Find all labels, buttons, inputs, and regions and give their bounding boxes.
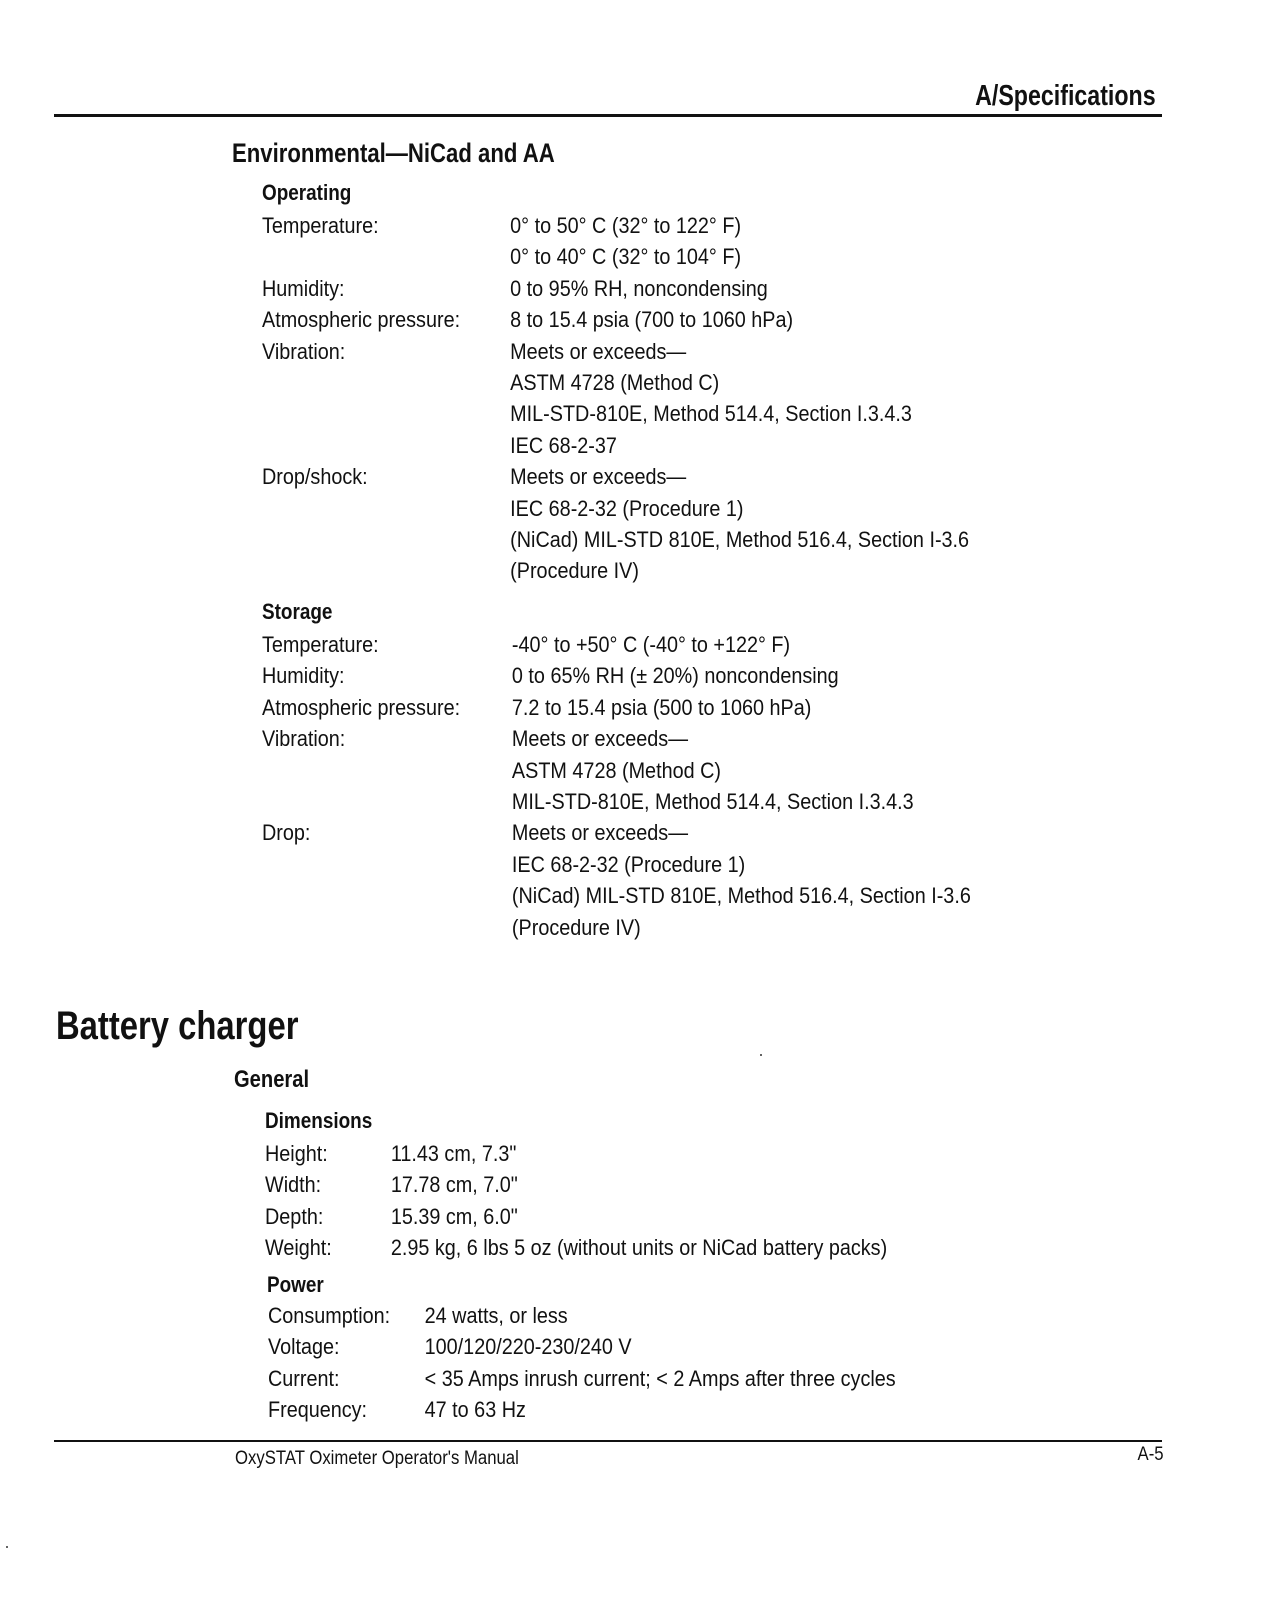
- spec-value: MIL-STD-810E, Method 514.4, Section I.3.4.3: [510, 401, 912, 427]
- spec-label: Temperature:: [262, 632, 379, 657]
- spec-values: [512, 660, 839, 691]
- spec-value: (Procedure IV): [511, 914, 641, 940]
- spec-values: [510, 210, 741, 273]
- spec-value: IEC 68-2-32 (Procedure 1): [511, 851, 746, 877]
- spec-values: [510, 273, 768, 304]
- spec-value: (NiCad) MIL-STD 810E, Method 516.4, Section I-3.6: [510, 526, 970, 552]
- storage-specs: [262, 629, 971, 943]
- spec-value: ASTM 4728 (Method C): [511, 757, 722, 783]
- operating-title: Operating: [262, 180, 352, 205]
- spec-values: [512, 692, 811, 723]
- spec-values: [512, 817, 971, 943]
- spec-values: [391, 1201, 518, 1232]
- spec-value: 0 to 95% RH, noncondensing: [510, 275, 768, 301]
- spec-row: [262, 210, 969, 273]
- spec-row: [262, 629, 971, 660]
- spec-value: Meets or exceeds—: [511, 726, 689, 752]
- spec-value: 11.43 cm, 7.3": [390, 1141, 517, 1166]
- spec-row: [268, 1394, 896, 1425]
- spec-values: [425, 1300, 568, 1331]
- spec-value: ASTM 4728 (Method C): [510, 369, 720, 395]
- spec-values: [425, 1363, 896, 1394]
- spec-value: -40° to +50° C (-40° to +122° F): [511, 632, 791, 657]
- spec-row: [262, 692, 971, 723]
- spec-value: 7.2 to 15.4 psia (500 to 1060 hPa): [511, 694, 812, 720]
- spec-row: [268, 1363, 896, 1394]
- power-specs: [268, 1300, 896, 1426]
- running-header: A/Specifications: [975, 80, 1156, 112]
- spec-row: [262, 304, 969, 335]
- spec-values: [510, 304, 793, 335]
- spec-label: Temperature:: [262, 213, 379, 238]
- spec-label: Atmospheric pressure:: [262, 694, 461, 720]
- spec-value: (NiCad) MIL-STD 810E, Method 516.4, Section I-3.6: [511, 883, 971, 909]
- spec-value: 0° to 50° C (32° to 122° F): [510, 213, 742, 238]
- spec-row: [262, 273, 969, 304]
- footer-manual-title: OxySTAT Oximeter Operator's Manual: [235, 1448, 519, 1469]
- spec-value: 24 watts, or less: [424, 1303, 568, 1328]
- spec-values: [510, 336, 912, 462]
- spec-value: Meets or exceeds—: [510, 464, 687, 490]
- footer-rule: [54, 1440, 1162, 1442]
- spec-value: 47 to 63 Hz: [424, 1397, 526, 1423]
- spec-label: Humidity:: [262, 663, 345, 689]
- scan-speck: [760, 1054, 762, 1056]
- spec-label: Weight:: [265, 1235, 332, 1261]
- dimensions-specs: [265, 1138, 887, 1264]
- storage-title: Storage: [262, 599, 333, 624]
- spec-label: Consumption:: [268, 1303, 391, 1328]
- spec-label: Vibration:: [262, 726, 346, 752]
- spec-label: Vibration:: [262, 338, 346, 364]
- spec-row: [262, 336, 969, 462]
- spec-value: IEC 68-2-37: [510, 432, 617, 458]
- spec-value: 17.78 cm, 7.0": [390, 1172, 518, 1198]
- spec-value: 8 to 15.4 psia (700 to 1060 hPa): [510, 307, 794, 333]
- spec-row: [265, 1201, 887, 1232]
- spec-row: [262, 817, 971, 943]
- spec-value: 0° to 40° C (32° to 104° F): [510, 244, 742, 270]
- spec-label: Width:: [265, 1172, 322, 1198]
- header-rule: [54, 114, 1162, 117]
- spec-label: Drop:: [262, 820, 311, 846]
- spec-label: Current:: [268, 1365, 340, 1391]
- spec-value: 100/120/220-230/240 V: [424, 1334, 632, 1360]
- power-title: Power: [267, 1272, 324, 1297]
- spec-row: [265, 1232, 887, 1263]
- spec-label: Voltage:: [268, 1334, 340, 1360]
- spec-row: [262, 461, 969, 587]
- battery-charger-title: Battery charger: [56, 1004, 299, 1048]
- spec-values: [425, 1394, 526, 1425]
- spec-label: Humidity:: [262, 275, 345, 301]
- scan-speck-corner: [6, 1546, 8, 1548]
- general-title: General: [234, 1066, 310, 1093]
- spec-label: Drop/shock:: [262, 464, 368, 490]
- spec-value: IEC 68-2-32 (Procedure 1): [510, 495, 744, 521]
- spec-value: Meets or exceeds—: [510, 338, 687, 364]
- environmental-title: Environmental—NiCad and AA: [232, 138, 555, 168]
- spec-row: [268, 1331, 896, 1362]
- spec-value: < 35 Amps inrush current; < 2 Amps after three cycles: [424, 1365, 896, 1391]
- operating-specs: [262, 210, 969, 587]
- spec-value: 0 to 65% RH (± 20%) noncondensing: [511, 663, 839, 689]
- spec-values: [510, 461, 969, 587]
- spec-label: Atmospheric pressure:: [262, 307, 461, 333]
- page-number: A-5: [1137, 1444, 1164, 1465]
- spec-label: Frequency:: [268, 1397, 368, 1423]
- spec-value: 15.39 cm, 6.0": [390, 1203, 518, 1229]
- spec-value: (Procedure IV): [510, 558, 639, 584]
- spec-values: [391, 1138, 517, 1169]
- spec-row: [265, 1169, 887, 1200]
- spec-label: Height:: [265, 1141, 328, 1166]
- spec-value: Meets or exceeds—: [511, 820, 689, 846]
- spec-values: [512, 629, 790, 660]
- spec-values: [425, 1331, 632, 1362]
- spec-row: [262, 723, 971, 817]
- spec-value: MIL-STD-810E, Method 514.4, Section I.3.4.3: [511, 789, 914, 814]
- spec-label: Depth:: [265, 1203, 324, 1229]
- spec-values: [512, 723, 914, 817]
- dimensions-title: Dimensions: [265, 1108, 373, 1133]
- spec-row: [262, 660, 971, 691]
- spec-row: [268, 1300, 896, 1331]
- spec-values: [391, 1169, 518, 1200]
- spec-row: [265, 1138, 887, 1169]
- spec-values: [391, 1232, 887, 1263]
- spec-value: 2.95 kg, 6 lbs 5 oz (without units or NiCad battery packs): [390, 1235, 888, 1261]
